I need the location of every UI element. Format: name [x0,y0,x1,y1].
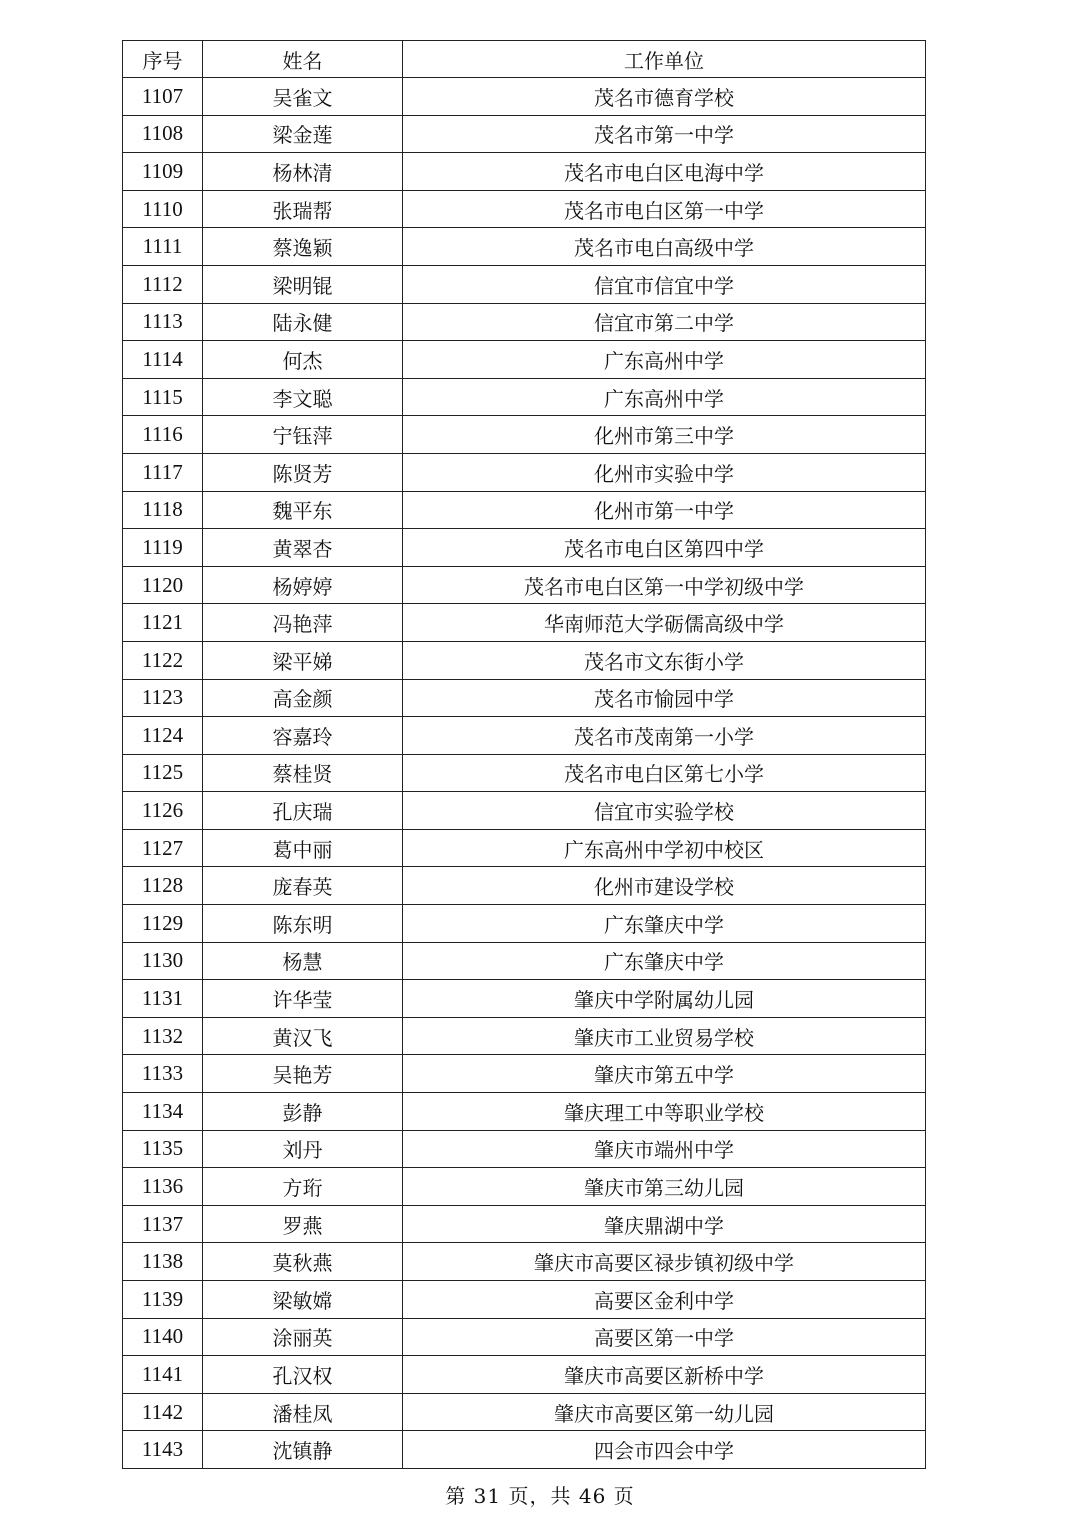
serial-number-cell: 1121 [123,604,203,642]
name-cell: 魏平东 [203,491,403,529]
table-row [123,1055,926,1093]
name-cell: 刘丹 [203,1130,403,1168]
work-unit-cell: 广东高州中学初中校区 [403,829,926,867]
table-row [123,980,926,1018]
serial-number-cell: 1109 [123,153,203,191]
name-cell: 杨林清 [203,153,403,191]
table-row [123,829,926,867]
table-row [123,1356,926,1394]
work-unit-cell: 茂名市电白区电海中学 [403,153,926,191]
serial-number-cell: 1136 [123,1168,203,1206]
work-unit-cell: 肇庆鼎湖中学 [403,1205,926,1243]
work-unit-cell: 化州市第三中学 [403,416,926,454]
name-cell: 梁敏嫦 [203,1281,403,1319]
serial-number-cell: 1139 [123,1281,203,1319]
table-row [123,1431,926,1469]
serial-number-cell: 1107 [123,78,203,116]
name-cell: 李文聪 [203,378,403,416]
work-unit-cell: 肇庆市第三幼儿园 [403,1168,926,1206]
work-unit-cell: 茂名市电白区第一中学初级中学 [403,566,926,604]
work-unit-cell: 茂名市文东街小学 [403,641,926,679]
serial-number-cell: 1123 [123,679,203,717]
work-unit-cell: 茂名市茂南第一小学 [403,717,926,755]
serial-number-cell: 1126 [123,792,203,830]
staff-list-table [122,40,926,1469]
name-cell: 陈东明 [203,905,403,943]
name-cell: 葛中丽 [203,829,403,867]
work-unit-cell: 化州市实验中学 [403,453,926,491]
table-row [123,1205,926,1243]
staff-list-table-wrapper [122,40,925,1469]
table-row [123,754,926,792]
table-row [123,529,926,567]
table-row [123,265,926,303]
name-cell: 方珩 [203,1168,403,1206]
table-row [123,604,926,642]
name-cell: 彭静 [203,1093,403,1131]
table-row [123,717,926,755]
serial-number-cell: 1114 [123,341,203,379]
page-number-footer: 第 31 页，共 46 页 [445,1484,635,1508]
work-unit-cell: 肇庆市高要区第一幼儿园 [403,1393,926,1431]
work-unit-cell: 四会市四会中学 [403,1431,926,1469]
serial-number-cell: 1116 [123,416,203,454]
name-cell: 梁金莲 [203,115,403,153]
work-unit-cell: 化州市第一中学 [403,491,926,529]
name-cell: 潘桂凤 [203,1393,403,1431]
serial-number-cell: 1120 [123,566,203,604]
name-cell: 陈贤芳 [203,453,403,491]
serial-number-cell: 1110 [123,190,203,228]
serial-number-cell: 1143 [123,1431,203,1469]
serial-number-cell: 1113 [123,303,203,341]
header-work-unit: 工作单位 [403,41,926,78]
name-cell: 杨慧 [203,942,403,980]
serial-number-cell: 1118 [123,491,203,529]
work-unit-cell: 肇庆市端州中学 [403,1130,926,1168]
name-cell: 梁明锟 [203,265,403,303]
table-row [123,153,926,191]
work-unit-cell: 高要区第一中学 [403,1318,926,1356]
header-serial-number: 序号 [123,41,203,78]
serial-number-cell: 1134 [123,1093,203,1131]
table-row [123,491,926,529]
name-cell: 涂丽英 [203,1318,403,1356]
name-cell: 蔡桂贤 [203,754,403,792]
serial-number-cell: 1111 [123,228,203,266]
table-row [123,341,926,379]
serial-number-cell: 1108 [123,115,203,153]
work-unit-cell: 茂名市愉园中学 [403,679,926,717]
table-row [123,78,926,116]
table-row [123,1130,926,1168]
name-cell: 蔡逸颖 [203,228,403,266]
table-row [123,1281,926,1319]
work-unit-cell: 广东高州中学 [403,341,926,379]
work-unit-cell: 茂名市电白区第四中学 [403,529,926,567]
name-cell: 吴艳芳 [203,1055,403,1093]
table-row [123,1243,926,1281]
work-unit-cell: 茂名市电白高级中学 [403,228,926,266]
table-row [123,1393,926,1431]
name-cell: 黄翠杏 [203,529,403,567]
work-unit-cell: 信宜市信宜中学 [403,265,926,303]
name-cell: 吴雀文 [203,78,403,116]
table-row [123,905,926,943]
serial-number-cell: 1112 [123,265,203,303]
serial-number-cell: 1133 [123,1055,203,1093]
serial-number-cell: 1125 [123,754,203,792]
table-row [123,453,926,491]
name-cell: 冯艳萍 [203,604,403,642]
name-cell: 孔庆瑞 [203,792,403,830]
work-unit-cell: 高要区金利中学 [403,1281,926,1319]
work-unit-cell: 信宜市实验学校 [403,792,926,830]
serial-number-cell: 1131 [123,980,203,1018]
table-row [123,792,926,830]
name-cell: 黄汉飞 [203,1017,403,1055]
table-row [123,1093,926,1131]
serial-number-cell: 1135 [123,1130,203,1168]
name-cell: 许华莹 [203,980,403,1018]
table-row [123,1318,926,1356]
work-unit-cell: 肇庆市高要区禄步镇初级中学 [403,1243,926,1281]
work-unit-cell: 肇庆市工业贸易学校 [403,1017,926,1055]
work-unit-cell: 信宜市第二中学 [403,303,926,341]
table-row [123,378,926,416]
serial-number-cell: 1115 [123,378,203,416]
table-row [123,190,926,228]
work-unit-cell: 广东肇庆中学 [403,942,926,980]
work-unit-cell: 广东肇庆中学 [403,905,926,943]
serial-number-cell: 1124 [123,717,203,755]
name-cell: 高金颜 [203,679,403,717]
name-cell: 沈镇静 [203,1431,403,1469]
table-row [123,867,926,905]
work-unit-cell: 化州市建设学校 [403,867,926,905]
work-unit-cell: 肇庆市高要区新桥中学 [403,1356,926,1394]
name-cell: 容嘉玲 [203,717,403,755]
serial-number-cell: 1142 [123,1393,203,1431]
serial-number-cell: 1129 [123,905,203,943]
table-row [123,1168,926,1206]
table-row [123,228,926,266]
work-unit-cell: 肇庆市第五中学 [403,1055,926,1093]
serial-number-cell: 1140 [123,1318,203,1356]
work-unit-cell: 华南师范大学砺儒高级中学 [403,604,926,642]
table-row [123,566,926,604]
serial-number-cell: 1137 [123,1205,203,1243]
name-cell: 梁平娣 [203,641,403,679]
table-header-row [123,41,926,78]
work-unit-cell: 茂名市德育学校 [403,78,926,116]
serial-number-cell: 1132 [123,1017,203,1055]
name-cell: 庞春英 [203,867,403,905]
work-unit-cell: 广东高州中学 [403,378,926,416]
serial-number-cell: 1117 [123,453,203,491]
table-row [123,1017,926,1055]
serial-number-cell: 1119 [123,529,203,567]
header-name: 姓名 [203,41,403,78]
work-unit-cell: 茂名市电白区第七小学 [403,754,926,792]
table-row [123,641,926,679]
work-unit-cell: 茂名市电白区第一中学 [403,190,926,228]
serial-number-cell: 1128 [123,867,203,905]
name-cell: 何杰 [203,341,403,379]
name-cell: 陆永健 [203,303,403,341]
name-cell: 杨婷婷 [203,566,403,604]
serial-number-cell: 1130 [123,942,203,980]
serial-number-cell: 1122 [123,641,203,679]
name-cell: 张瑞帮 [203,190,403,228]
name-cell: 宁钰萍 [203,416,403,454]
name-cell: 莫秋燕 [203,1243,403,1281]
work-unit-cell: 肇庆理工中等职业学校 [403,1093,926,1131]
name-cell: 罗燕 [203,1205,403,1243]
table-row [123,679,926,717]
serial-number-cell: 1141 [123,1356,203,1394]
work-unit-cell: 茂名市第一中学 [403,115,926,153]
name-cell: 孔汉权 [203,1356,403,1394]
table-row [123,303,926,341]
table-row [123,942,926,980]
serial-number-cell: 1138 [123,1243,203,1281]
work-unit-cell: 肇庆中学附属幼儿园 [403,980,926,1018]
table-row [123,416,926,454]
serial-number-cell: 1127 [123,829,203,867]
table-row [123,115,926,153]
